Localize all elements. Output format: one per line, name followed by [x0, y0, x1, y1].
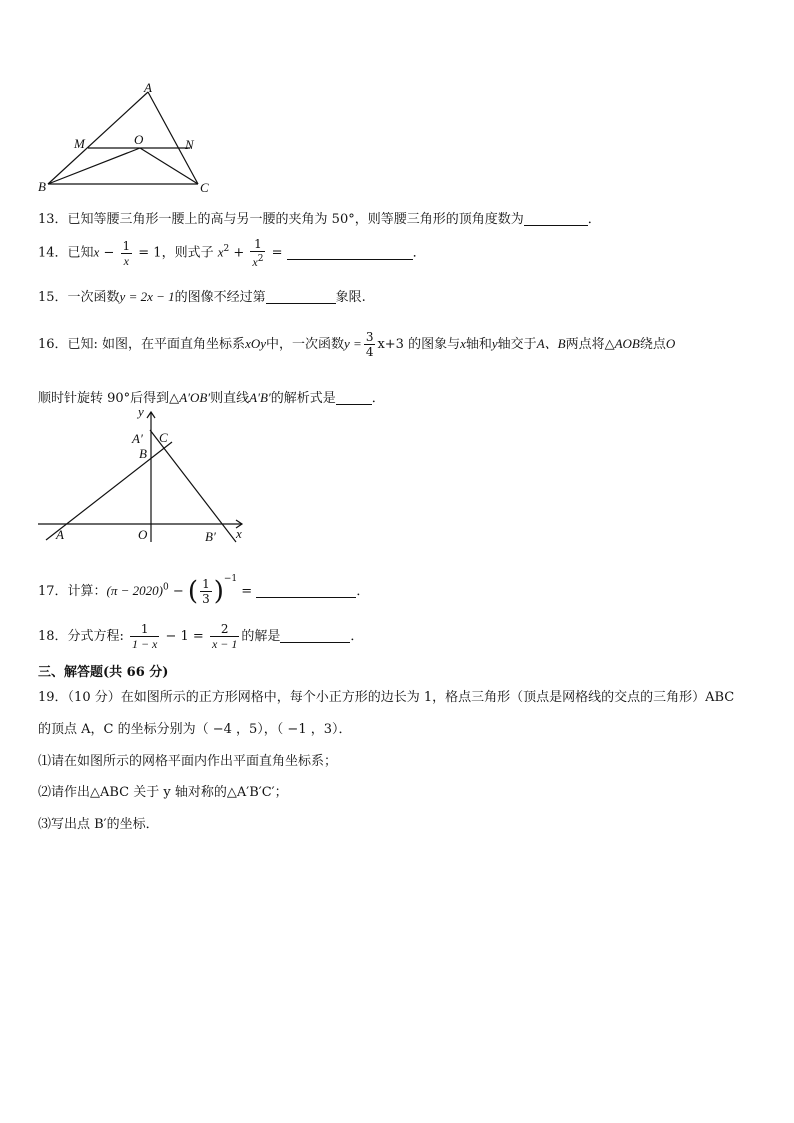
q19-sub1: ⑴请在如图所示的网格平面内作出平面直角坐标系；: [38, 754, 338, 769]
label-A-prime: A′: [132, 431, 143, 446]
q14-frac1-den: x: [123, 253, 129, 268]
q13-blank: [524, 211, 588, 226]
q16-rest3: 两点将△: [565, 337, 615, 352]
q18-frac1-num: 1: [130, 622, 159, 637]
q16-rest2: 轴交于: [497, 337, 537, 352]
q16-a1b1: A′B′: [249, 390, 271, 405]
q19-line2: 的顶点 A，C 的坐标分别为（ −4 ，5），（ −1 ，3）．: [38, 722, 352, 737]
q19-sub3: ⑶写出点 B′的坐标．: [38, 817, 159, 832]
q14-frac2-x: x: [252, 255, 258, 269]
q18-frac1: [130, 622, 159, 651]
label-N: N: [185, 137, 194, 152]
label-O2: O: [138, 527, 148, 542]
q19-sub2: ⑵请作出△ABC 关于 y 轴对称的△A′B′C′；: [38, 785, 288, 800]
label-B: B: [38, 179, 46, 194]
q17-rparen: ): [213, 576, 224, 607]
question-17: [38, 574, 369, 607]
q17-frac: [200, 577, 212, 606]
q17-pre: 17．计算：: [38, 584, 107, 599]
q17-blank: [256, 583, 356, 598]
q18-mid: − 1 =: [161, 629, 208, 644]
q15-end: 象限.: [335, 290, 366, 305]
q18-frac2: [210, 622, 239, 651]
q17-eq: =: [237, 584, 257, 599]
q15-pre: 15．一次函数: [38, 290, 120, 305]
q17-exp: −1: [223, 574, 238, 584]
q16-line2b: 则直线: [210, 391, 250, 406]
q14-sq: 2: [223, 244, 230, 255]
label-B-prime: B′: [205, 529, 216, 544]
label-C: C: [200, 180, 209, 195]
q13-end: ．: [587, 212, 601, 227]
q14-eq2: =: [267, 245, 287, 261]
q14-blank: [287, 245, 413, 260]
q14-frac2: [250, 237, 265, 269]
q16-xoy: xOy: [245, 336, 266, 351]
q16-blank: [336, 390, 372, 405]
label-M: M: [74, 136, 85, 151]
q16-o: O: [665, 336, 676, 351]
label-A: A: [144, 80, 152, 95]
label-B2: B: [139, 446, 147, 461]
q18-frac2-num: 2: [210, 622, 239, 637]
q19-line1: 19．（10 分）在如图所示的正方形网格中，每个小正方形的边长为 1，格点三角形（顶点是网格线的交点的三角形）ABC: [38, 690, 735, 705]
q14-frac2-den: [250, 252, 265, 269]
q17-frac-den: 3: [202, 592, 210, 606]
q14-eq: = 1，则式子: [134, 245, 218, 261]
question-15: [38, 286, 366, 305]
q17-end: ．: [356, 584, 370, 599]
q16-rest4: 绕点: [639, 337, 666, 352]
question-16: [38, 330, 675, 359]
q17-minus: −: [168, 584, 188, 599]
q14-minus: −: [99, 245, 119, 261]
q14-end: ．: [412, 245, 426, 261]
question-18: [38, 622, 363, 651]
q17-frac-num: 1: [202, 577, 210, 591]
q16-x: x: [460, 336, 466, 351]
q14-x: x: [93, 244, 100, 260]
label-A2: A: [56, 527, 64, 542]
label-C2: C: [159, 430, 168, 445]
q16-aob: AOB: [614, 336, 640, 351]
q14-frac2-num: 1: [250, 237, 265, 252]
axis-y-label: y: [138, 404, 144, 419]
axis-x-label: x: [236, 526, 242, 541]
q14-plus: +: [229, 245, 249, 261]
q16-yy: y: [491, 336, 498, 351]
question-14: [38, 237, 426, 269]
q17-lparen: (: [187, 576, 199, 607]
q18-blank: [280, 628, 350, 643]
q16-y: y =: [344, 336, 362, 351]
q14-x2: x: [217, 244, 224, 260]
q14-frac1-num: 1: [122, 238, 131, 253]
q13-text: 13．已知等腰三角形一腰上的高与另一腰的夹角为 50°，则等腰三角形的顶角度数为: [38, 212, 524, 227]
q14-frac1: [121, 239, 133, 268]
q16-a1ob1: A′OB′: [179, 390, 211, 405]
q17-exp0: 0: [163, 582, 169, 593]
q15-func: y = 2x − 1: [119, 289, 175, 304]
q16-end: ．: [371, 391, 385, 406]
q14-pre: 14．已知: [38, 245, 94, 261]
q15-mid: 的图像不经过第: [174, 290, 266, 305]
q16-mid: 中，一次函数: [266, 337, 345, 352]
q16-frac: [364, 330, 376, 359]
section-3-title: 三、解答题(共 66 分): [38, 665, 169, 680]
q18-end: ．: [350, 629, 364, 644]
q18-frac1-den: 1 − x: [131, 637, 158, 651]
q18-pre: 18．分式方程:: [38, 629, 124, 644]
q16-rest: x+3 的图象与: [377, 337, 461, 352]
q16-frac-num: 3: [365, 330, 374, 344]
q18-post: 的解是: [241, 629, 281, 644]
q16-line2: 顺时针旋转 90°后得到△: [38, 391, 180, 406]
q16-ab: A、B: [536, 336, 566, 351]
q16-pre: 16．已知: 如图，在平面直角坐标系: [38, 337, 246, 352]
q16-frac-den: 4: [365, 345, 374, 359]
question-13: [38, 208, 601, 227]
q16-line2c: 的解析式是: [270, 391, 336, 406]
q15-blank: [266, 289, 336, 304]
q16-and: 轴和: [465, 337, 492, 352]
label-O: O: [134, 132, 144, 147]
q18-frac2-den: x − 1: [211, 637, 238, 651]
q17-expr: (π − 2020): [106, 583, 163, 598]
q14-frac2-sq: 2: [257, 254, 264, 264]
